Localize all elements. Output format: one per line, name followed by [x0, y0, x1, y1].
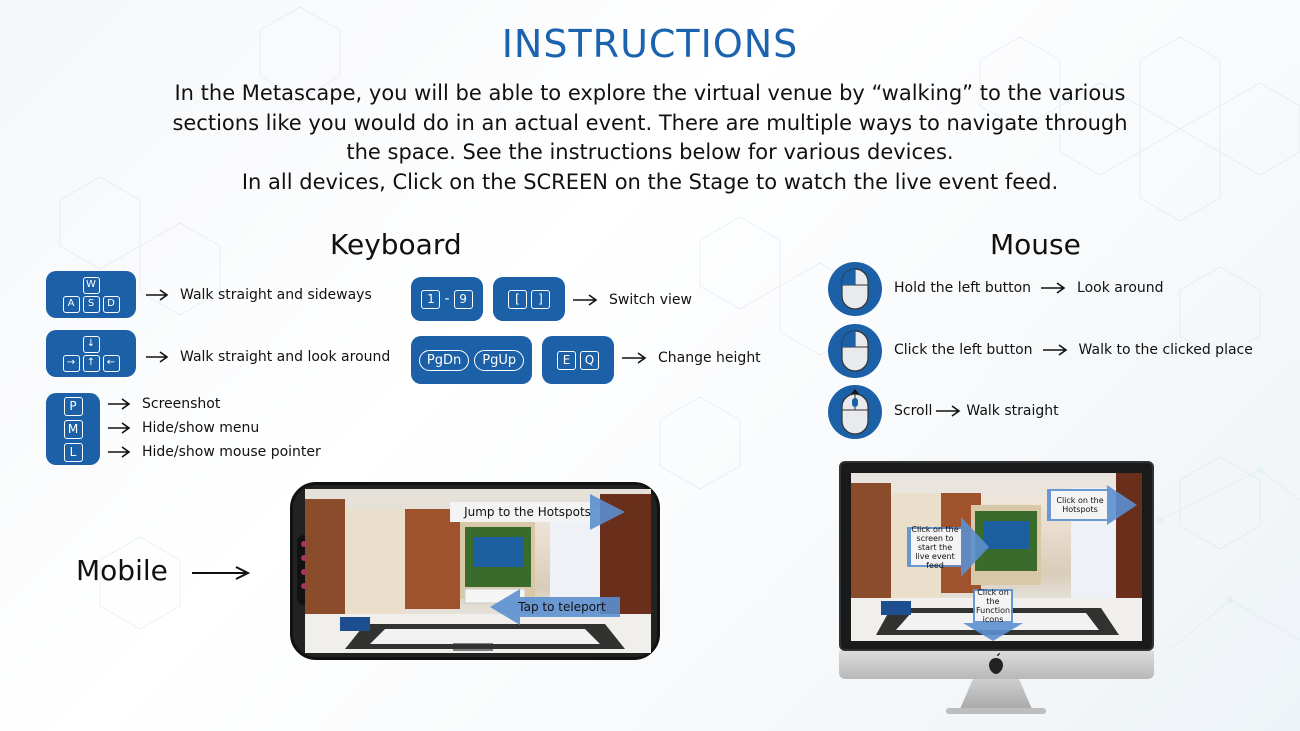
mouse-left-hold-icon [828, 262, 882, 316]
arrow-right-icon [1041, 282, 1067, 294]
screenshot-label: Screenshot [142, 396, 221, 412]
change-height-label: Change height [658, 350, 761, 366]
mouse-click-row [894, 342, 1253, 358]
key-arrow-right: → [63, 355, 80, 372]
monitor-chin [839, 651, 1154, 679]
keyboard-heading: Keyboard [330, 228, 462, 261]
mouse-hold-row [894, 280, 1164, 296]
arrow-right-icon [146, 289, 170, 301]
key-1: 1 [421, 290, 440, 309]
arrows-row [146, 349, 390, 365]
key-bracket-left: [ [508, 290, 527, 309]
arrow-right-icon [622, 352, 648, 364]
mouse-hold-action: Hold the left button [894, 280, 1032, 296]
bracket-keys-card [493, 277, 565, 321]
key-m: M [64, 420, 83, 439]
key-pgdn: PgDn [419, 350, 469, 371]
wasd-row [146, 287, 372, 303]
arrow-right-icon [1043, 344, 1069, 356]
mobile-label: Mobile [76, 554, 168, 587]
wasd-keys-card [46, 271, 136, 318]
desktop-monitor-frame [839, 461, 1154, 651]
key-arrow-up: ↑ [83, 355, 100, 372]
key-p: P [64, 397, 83, 416]
arrow-right-icon [108, 422, 132, 434]
mouse-click-action: Click the left button [894, 342, 1033, 358]
desktop-venue-scene[interactable] [851, 473, 1142, 641]
arrow-right-icon [108, 446, 132, 458]
key-w: W [83, 277, 100, 294]
pml-keys-card [46, 393, 100, 465]
mouse-scroll-action: Scroll [894, 403, 933, 419]
arrows-label: Walk straight and look around [180, 349, 391, 365]
mouse-hold-result: Look around [1077, 280, 1164, 296]
desktop-hotspots-callout: Click on the Hotspots [1047, 485, 1137, 525]
key-pgup: PgUp [474, 350, 524, 371]
intro-line-4: In all devices, Click on the SCREEN on the Stage to watch the live event feed. [241, 169, 1059, 194]
mouse-scroll-icon [828, 385, 882, 439]
arrow-right-icon [573, 294, 599, 306]
arrow-right-icon [192, 565, 250, 581]
mouse-heading: Mouse [990, 228, 1081, 261]
change-height-row [622, 350, 761, 366]
eq-keys-card [542, 336, 614, 384]
key-a: A [63, 296, 80, 313]
wasd-label: Walk straight and sideways [180, 287, 372, 303]
menu-row [108, 420, 259, 436]
mobile-phone-frame [290, 482, 660, 660]
key-arrow-down: ↓ [83, 336, 100, 353]
key-s: S [83, 296, 100, 313]
intro-line-3: the space. See the instructions below for various devices. [346, 140, 954, 164]
arrow-right-icon [108, 398, 132, 410]
intro-line-1: In the Metascape, you will be able to explore the virtual venue by “walking” to the various [174, 81, 1126, 105]
key-range-dash: - [444, 291, 450, 307]
arrow-right-icon [936, 405, 962, 417]
intro-text [60, 79, 1240, 197]
mobile-venue-scene[interactable] [305, 489, 651, 653]
key-d: D [103, 296, 120, 313]
apple-logo-icon [989, 653, 1003, 674]
intro-line-2: sections like you would do in an actual event. There are multiple ways to navigate through [172, 110, 1128, 135]
mouse-click-result: Walk to the clicked place [1078, 342, 1253, 358]
desktop-function-callout: Click on the Function icons [963, 589, 1023, 641]
key-l: L [64, 443, 83, 462]
key-arrow-left: ← [103, 355, 120, 372]
key-q: Q [580, 351, 599, 370]
mouse-left-click-icon [828, 324, 882, 378]
switch-view-label: Switch view [609, 292, 692, 308]
arrow-keys-card [46, 330, 136, 377]
mouse-scroll-result: Walk straight [966, 403, 1059, 419]
screenshot-row [108, 396, 220, 412]
monitor-base [946, 708, 1046, 714]
teleport-callout: Tap to teleport [490, 589, 620, 625]
page-keys-card [411, 336, 532, 384]
hotspots-callout: Jump to the Hotspots [450, 494, 625, 530]
pointer-row [108, 444, 321, 460]
pointer-label: Hide/show mouse pointer [142, 444, 321, 460]
key-e: E [557, 351, 576, 370]
page-title: INSTRUCTIONS [501, 22, 799, 66]
arrow-right-icon [146, 351, 170, 363]
mouse-scroll-row [894, 403, 1059, 419]
desktop-screen-callout: Click on the screen to start the live event feed [907, 517, 989, 577]
menu-label: Hide/show menu [142, 420, 260, 436]
number-keys-card [411, 277, 483, 321]
switch-view-row [573, 292, 692, 308]
key-bracket-right: ] [531, 290, 550, 309]
mobile-toolbar[interactable] [453, 643, 493, 651]
key-9: 9 [454, 290, 473, 309]
